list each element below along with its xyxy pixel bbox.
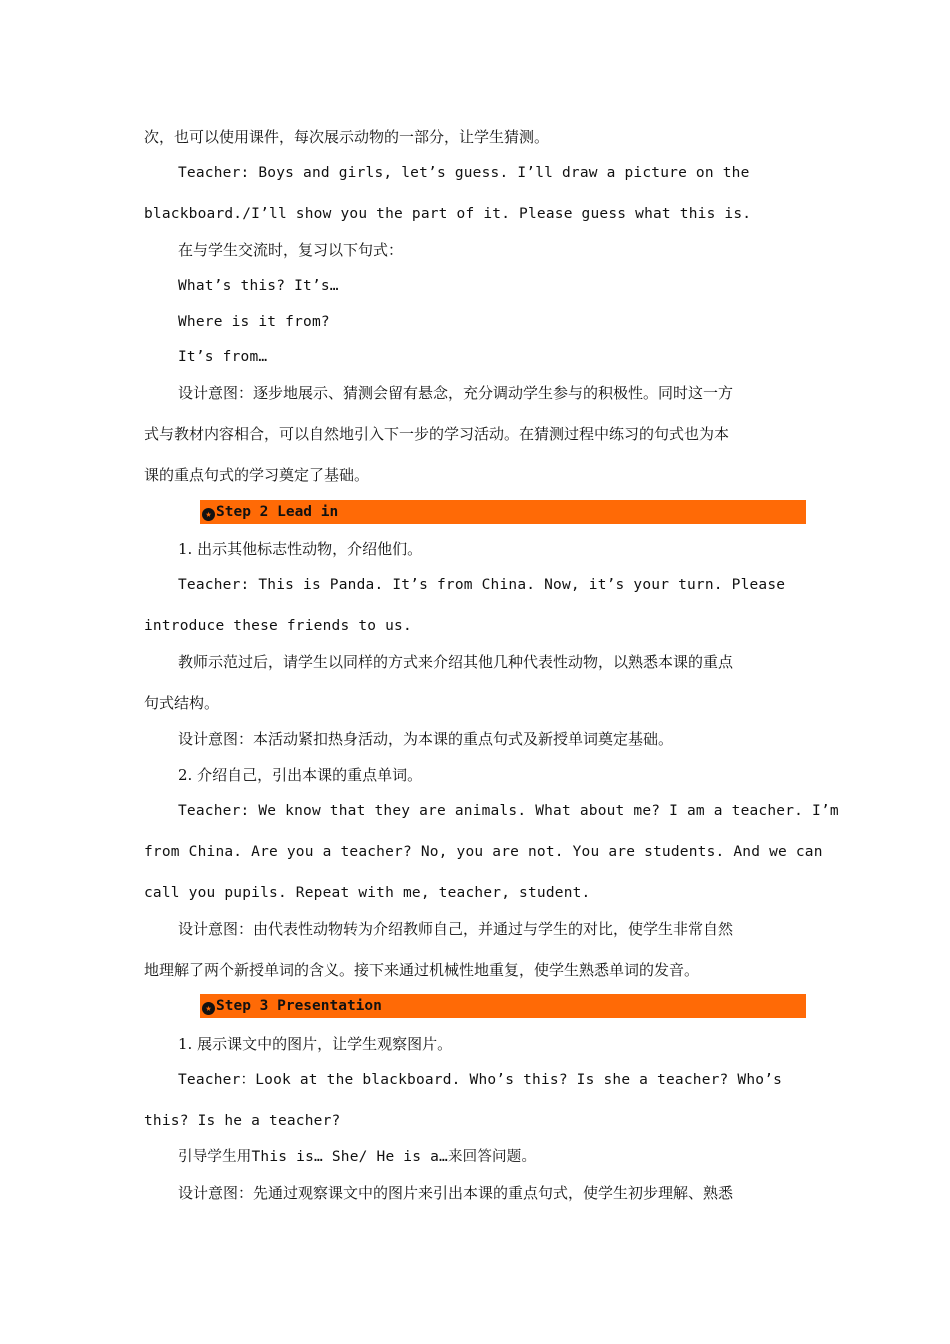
paragraph-line: 设计意图：本活动紧扣热身活动，为本课的重点句式及新授单词奠定基础。 <box>178 730 674 748</box>
paragraph-line: blackboard./I’ll show you the part of it. Please guess what this is. <box>144 206 752 222</box>
step-heading-bar <box>200 994 806 1018</box>
paragraph-line: this? Is he a teacher? <box>144 1113 341 1129</box>
paragraph-line: 课的重点句式的学习奠定了基础。 <box>144 466 370 484</box>
paragraph-line: 次，也可以使用课件，每次展示动物的一部分，让学生猜测。 <box>144 128 550 146</box>
star-bullet-icon: ★ <box>202 1002 215 1015</box>
paragraph-line: 式与教材内容相合，可以自然地引入下一步的学习活动。在猜测过程中练习的句式也为本 <box>144 425 730 443</box>
paragraph-line: 地理解了两个新授单词的含义。接下来通过机械性地重复，使学生熟悉单词的发音。 <box>144 961 700 979</box>
paragraph-line: What’s this? It’s… <box>178 278 339 294</box>
paragraph-line: 设计意图：先通过观察课文中的图片来引出本课的重点句式，使学生初步理解、熟悉 <box>178 1184 734 1202</box>
paragraph-line: Teacher: Boys and girls, let’s guess. I’ll draw a picture on the <box>178 165 750 181</box>
paragraph-line: 引导学生用This is… She/ He is a…来回答问题。 <box>178 1149 537 1165</box>
step-heading-text: Step 3 Presentation <box>216 998 382 1014</box>
paragraph-line: Teacher: This is Panda. It’s from China. Now, it’s your turn. Please <box>178 577 786 593</box>
paragraph-line: 1. 展示课文中的图片，让学生观察图片。 <box>178 1035 453 1053</box>
paragraph-line: Teacher: We know that they are animals. What about me? I am a teacher. I’m <box>178 803 839 819</box>
paragraph-line: introduce these friends to us. <box>144 618 412 634</box>
paragraph-line: It’s from… <box>178 349 268 365</box>
paragraph-line: 在与学生交流时，复习以下句式： <box>178 241 404 259</box>
paragraph-line: call you pupils. Repeat with me, teacher, student. <box>144 885 591 901</box>
paragraph-line: 句式结构。 <box>144 694 220 712</box>
paragraph-line: 设计意图：由代表性动物转为介绍教师自己，并通过与学生的对比，使学生非常自然 <box>178 920 734 938</box>
paragraph-line: 设计意图：逐步地展示、猜测会留有悬念，充分调动学生参与的积极性。同时这一方 <box>178 384 734 402</box>
step-heading-text: Step 2 Lead in <box>216 504 339 520</box>
paragraph-line: Where is it from? <box>178 314 330 330</box>
paragraph-line: 1. 出示其他标志性动物，介绍他们。 <box>178 540 423 558</box>
paragraph-line: Teacher：Look at the blackboard. Who’s this? Is she a teacher? Who’s <box>178 1072 783 1088</box>
star-bullet-icon: ★ <box>202 508 215 521</box>
paragraph-line: from China. Are you a teacher? No, you are not. You are students. And we can <box>144 844 823 860</box>
paragraph-line: 教师示范过后，请学生以同样的方式来介绍其他几种代表性动物，以熟悉本课的重点 <box>178 653 734 671</box>
step-heading-bar <box>200 500 806 524</box>
paragraph-line: 2. 介绍自己，引出本课的重点单词。 <box>178 766 423 784</box>
